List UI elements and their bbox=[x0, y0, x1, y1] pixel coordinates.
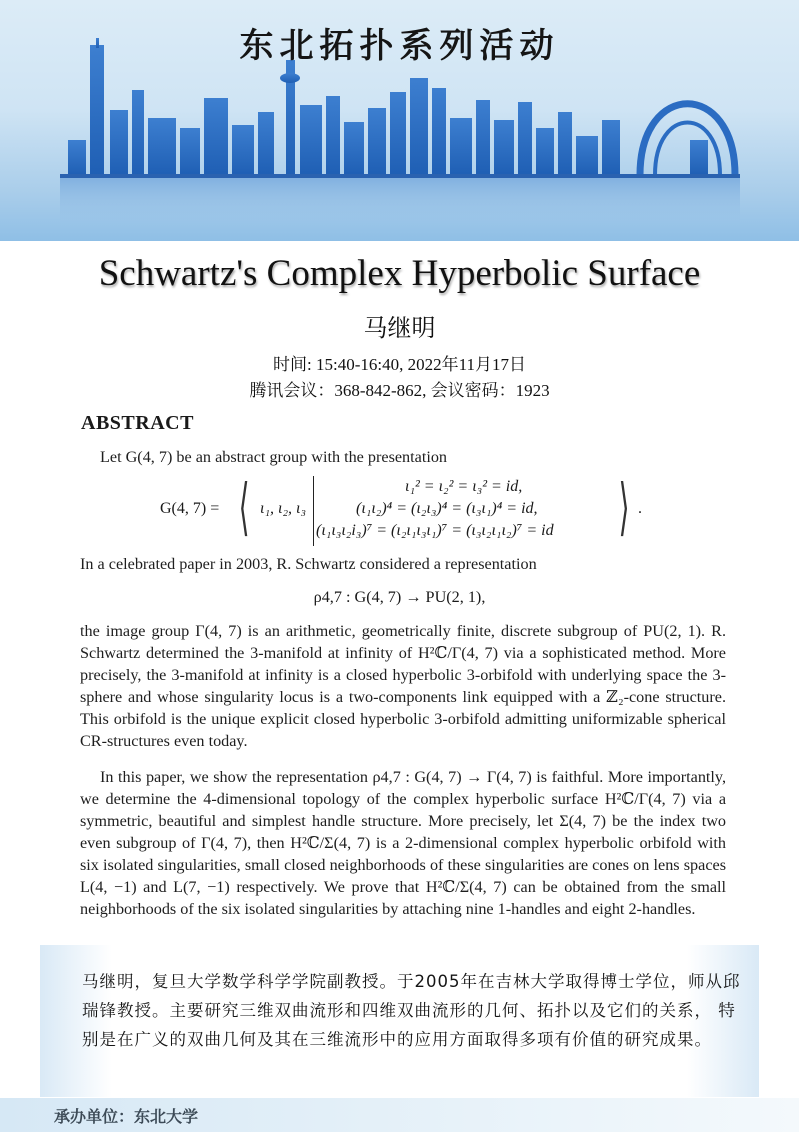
formula-separator bbox=[313, 476, 314, 546]
group-presentation-formula bbox=[160, 476, 660, 550]
right-angle-bracket: ⟩ bbox=[618, 474, 630, 542]
formula-relation-1: ι₁² = ι₂² = ι₃² = id, bbox=[405, 478, 523, 495]
speaker-name: 马继明 bbox=[363, 314, 436, 342]
organizer-label: 承办单位：东北大学 bbox=[54, 1107, 199, 1126]
footer-bar bbox=[0, 1098, 799, 1132]
abstract-paragraph-2: In a celebrated paper in 2003, R. Schwartz considered a representation bbox=[80, 555, 537, 573]
formula-generators: ι₁, ι₂, ι₃ bbox=[260, 500, 307, 517]
formula-lhs: G(4, 7) = bbox=[160, 500, 220, 517]
abstract-paragraph-3: the image group Γ(4, 7) is an arithmetic, geometrically finite, discrete subgroup of PU(2, 1). R. Schwartz determined the 3-manifold at infinity of H²ℂ/Γ(4, 7) via a sophisticated method. More precisely, the 3-manifold at infinity is a closed hyperbolic 3-orbifold with underlying space the 3-sphere and whose singularity locus is a two-components link equipped with a ℤ₂-cone structure. This orbifold is the unique explicit closed hyperbolic 3-orbifold admitting uniformizable spherical CR-structures even today. bbox=[80, 622, 726, 750]
abstract-paragraph-4: In this paper, we show the representation ρ4,7 : G(4, 7) → Γ(4, 7) is faithful. More importantly, we determine the 4-dimensional topology of the complex hyperbolic surface H²ℂ/Γ(4, 7) via a symmetric, beautiful and simplest handle structure. More precisely, let Σ(4, 7) be the index two even subgroup of Γ(4, 7), then H²ℂ/Σ(4, 7) is a 2-dimensional complex hyperbolic orbifold with six isolated singularities, small closed neighborhoods of these singularities are cones on lens spaces L(4, −1) and L(7, −1) respectively. We prove that H²ℂ/Σ(4, 7) can be obtained from the small neighborhoods of the six isolated singularities by attaching nine 1-handles and eight 2-handles. bbox=[80, 768, 726, 918]
representation-formula: ρ4,7 : G(4, 7) → PU(2, 1), bbox=[313, 588, 486, 606]
speaker-bio-box bbox=[40, 945, 759, 1097]
left-angle-bracket: ⟨ bbox=[238, 474, 250, 542]
event-series-title: 东北拓扑系列活动 bbox=[239, 26, 560, 66]
talk-time: 时间: 15:40-16:40, 2022年11月17日 bbox=[273, 355, 526, 374]
formula-relation-3: (ι₁ι₃ι₂i₃)⁷ = (ι₂ι₁ι₃ι₁)⁷ = (ι₃ι₂ι₁ι₂)⁷ = id bbox=[316, 522, 554, 539]
formula-period: . bbox=[638, 500, 642, 517]
abstract-heading: ABSTRACT bbox=[81, 412, 194, 434]
arch-landmark bbox=[640, 104, 735, 175]
formula-relation-2: (ι₁ι₂)⁴ = (ι₂ι₃)⁴ = (ι₃ι₁)⁴ = id, bbox=[356, 500, 538, 517]
talk-title: Schwartz's Complex Hyperbolic Surface bbox=[98, 253, 701, 294]
abstract-paragraph-1: Let G(4, 7) be an abstract group with the presentation bbox=[100, 448, 448, 466]
meeting-info: 腾讯会议：368-842-862, 会议密码：1923 bbox=[249, 381, 550, 400]
speaker-bio-text: 马继明，复旦大学数学科学学院副教授。于2005年在吉林大学取得博士学位，师从邱瑞锋教授。主要研究三维双曲流形和四维双曲流形的几何、拓扑以及它们的关系， 特别是在广义的双曲几何及其在三维流形中的应用方面取得多项有价值的研究成果。 bbox=[82, 972, 741, 1049]
header-banner bbox=[0, 0, 799, 241]
